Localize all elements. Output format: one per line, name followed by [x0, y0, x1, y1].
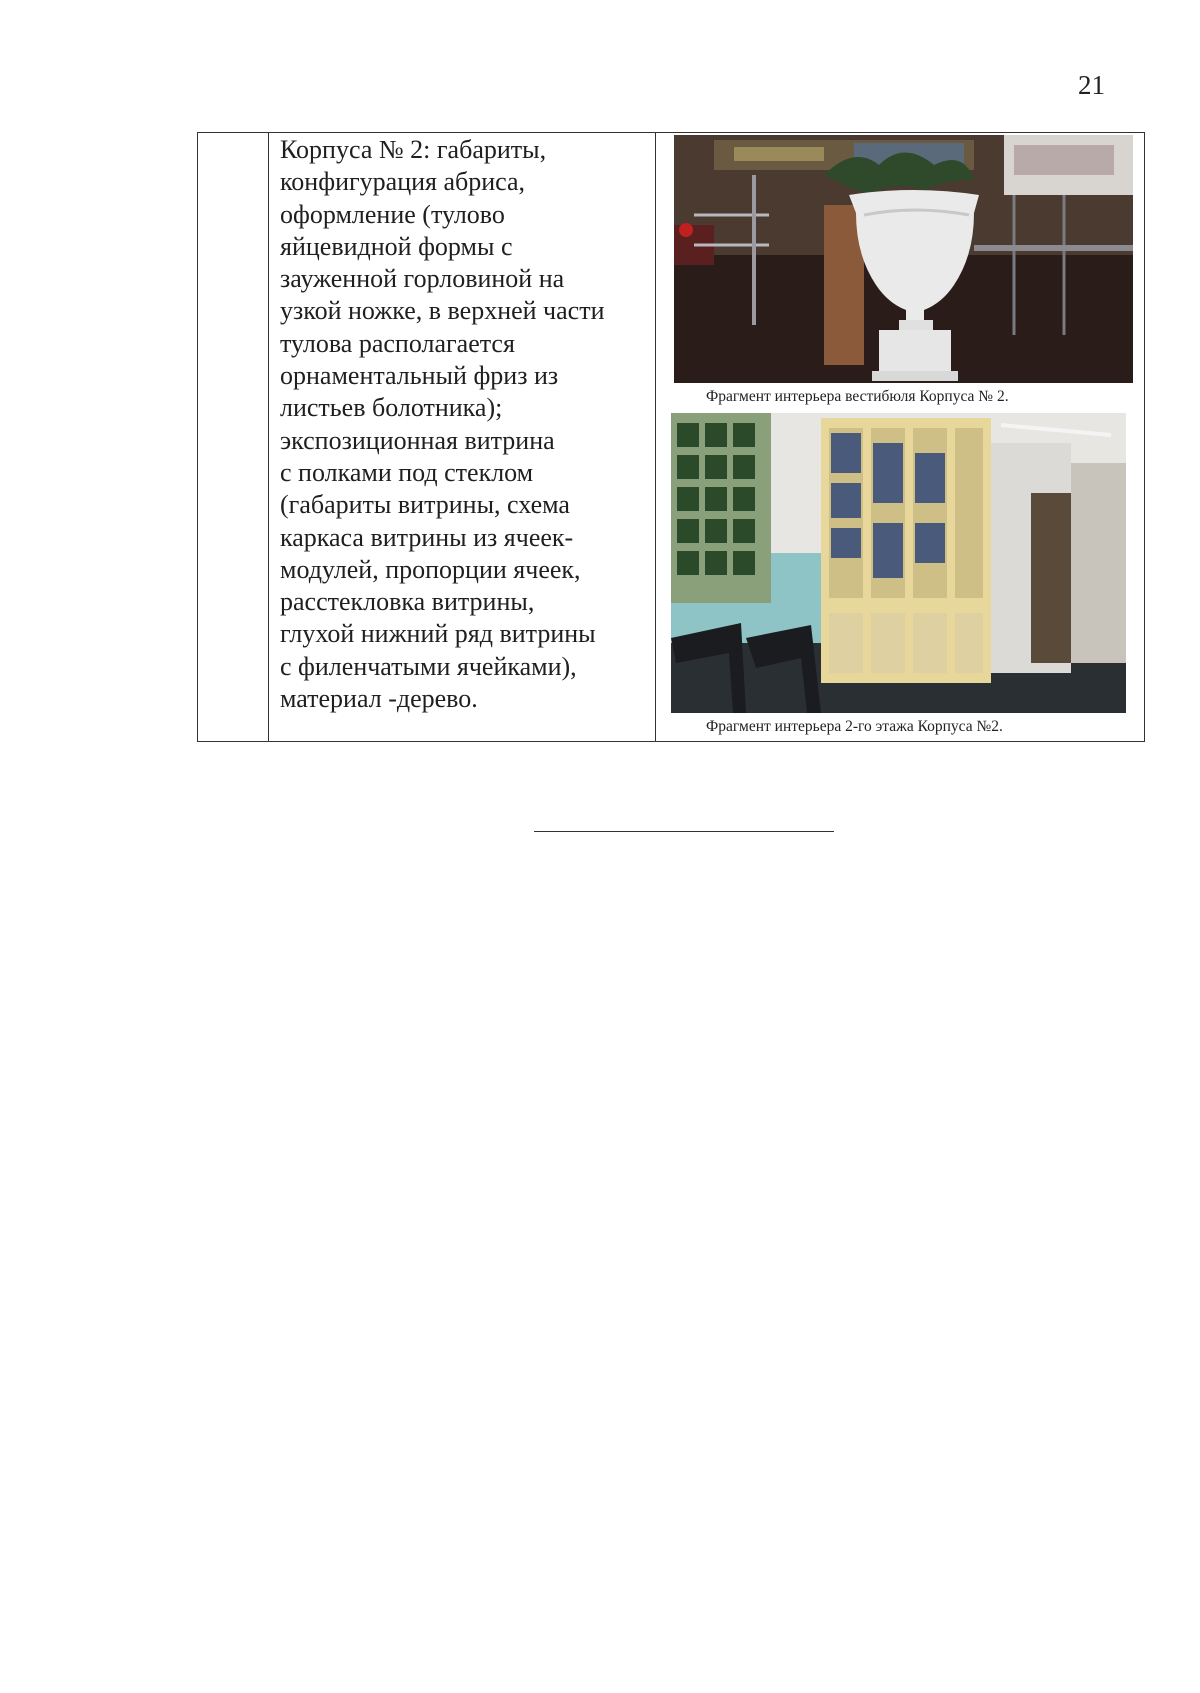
corridor-photo [671, 413, 1126, 713]
description-line: яйцевидной формы с [280, 231, 513, 261]
description-line: оформление (тулово [280, 199, 505, 229]
description-line: модулей, пропорции ячеек, [280, 554, 581, 584]
description-line: материал -дерево. [280, 684, 478, 714]
corridor-photo-caption: Фрагмент интерьера 2-го этажа Корпуса №2. [706, 718, 1003, 735]
description-line: орнаментальный фриз из [280, 361, 559, 391]
description-cell [280, 134, 650, 715]
description-line: листьев болотника); [280, 393, 503, 423]
monument-table [197, 132, 1145, 742]
description-line: конфигурация абриса, [280, 167, 526, 197]
end-separator-line [534, 831, 834, 832]
description-line: с полками под стеклом [280, 457, 534, 487]
description-line: расстекловка витрины, [280, 587, 535, 617]
description-line: с филенчатыми ячейками), [280, 651, 577, 681]
column-divider [655, 133, 656, 741]
page-number: 21 [1078, 70, 1105, 100]
description-line: (габариты витрины, схема [280, 490, 570, 520]
description-line: узкой ножке, в верхней части [280, 296, 605, 326]
description-line: экспозиционная витрина [280, 425, 555, 455]
column-divider [268, 133, 269, 741]
description-line: каркаса витрины из ячеек- [280, 522, 574, 552]
vestibule-photo [674, 135, 1133, 383]
description-line: тулова располагается [280, 328, 515, 358]
vestibule-photo-caption: Фрагмент интерьера вестибюля Корпуса № 2. [706, 388, 1009, 405]
description-line: глухой нижний ряд витрины [280, 619, 596, 649]
description-line: Корпуса № 2: габариты, [280, 135, 547, 164]
description-line: зауженной горловиной на [280, 264, 565, 294]
